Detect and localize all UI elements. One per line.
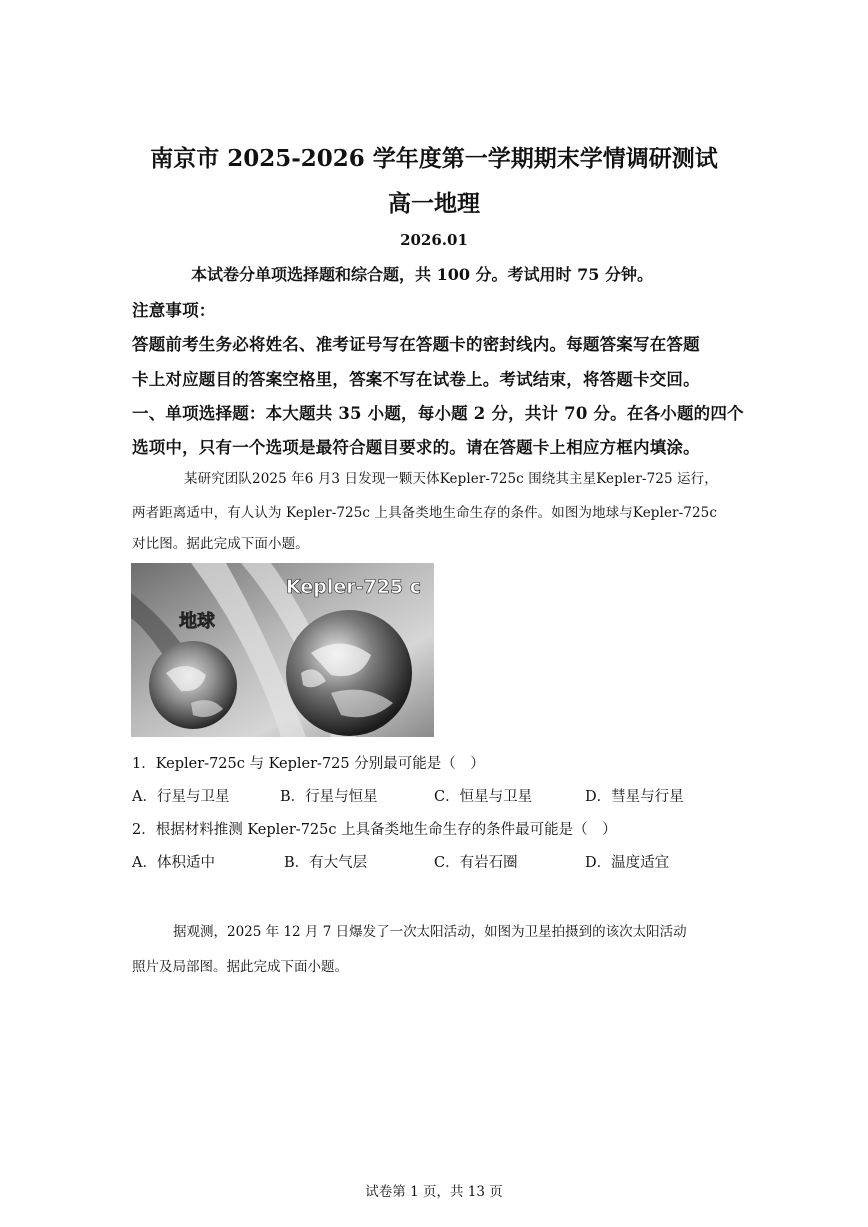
question-2-options [0, 851, 868, 871]
notice-line-1: 答题前考生务必将姓名、准考证号写在答题卡的密封线内。每题答案写在答题 [132, 335, 700, 354]
question-2-stem: 2．根据材料推测 Kepler-725c 上具备类地生命生存的条件最可能是（ ） [132, 822, 617, 838]
q1-option-b[interactable]: B．行星与恒星 [280, 789, 378, 805]
material2-line-2: 照片及局部图。据此完成下面小题。 [132, 959, 348, 975]
exam-date: 2026.01 [400, 231, 468, 249]
notice-line-2: 卡上对应题目的答案空格里，答案不写在试卷上。考试结束，将答题卡交回。 [132, 370, 700, 389]
notice-heading: 注意事项： [132, 301, 216, 320]
section1-line-2: 选项中，只有一个选项是最符合题目要求的。请在答题卡上相应方框内填涂。 [132, 438, 700, 457]
q2-option-b[interactable]: B．有大气层 [284, 855, 368, 871]
exam-intro: 本试卷分单项选择题和综合题，共 100 分。考试用时 75 分钟。 [191, 265, 653, 284]
page-footer: 试卷第 1 页，共 13 页 [365, 1184, 503, 1200]
earth-kepler-comparison-photo [131, 563, 434, 737]
q2-option-d[interactable]: D．温度适宜 [585, 855, 670, 871]
exam-title: 南京市 2025-2026 学年度第一学期期末学情调研测试 [150, 145, 718, 172]
kepler-label: Kepler-725 c [286, 576, 422, 598]
q1-option-d[interactable]: D．彗星与行星 [585, 789, 684, 805]
section1-line-1: 一、单项选择题：本大题共 35 小题，每小题 2 分，共计 70 分。在各小题的四个 [132, 404, 744, 423]
material2-line-1: 据观测，2025 年 12 月 7 日爆发了一次太阳活动，如图为卫星拍摄到的该次太阳活动 [173, 924, 687, 940]
exam-subject: 高一地理 [388, 190, 480, 217]
q2-option-c[interactable]: C．有岩石圈 [434, 855, 518, 871]
material1-line-3: 对比图。据此完成下面小题。 [132, 536, 309, 552]
q1-option-a[interactable]: A．行星与卫星 [132, 789, 230, 805]
earth-label: 地球 [179, 611, 215, 632]
question-1-stem: 1．Kepler-725c 与 Kepler-725 分别最可能是（ ） [132, 756, 485, 772]
material1-line-1: 某研究团队2025 年6 月3 日发现一颗天体Kepler-725c 围绕其主星Kepler-725 运行， [184, 471, 718, 487]
question-1-options [0, 785, 868, 805]
q2-option-a[interactable]: A．体积适中 [132, 855, 215, 871]
material1-line-2: 两者距离适中，有人认为 Kepler-725c 上具备类地生命生存的条件。如图为地球与Kepler-725c [132, 505, 717, 521]
q1-option-c[interactable]: C．恒星与卫星 [434, 789, 533, 805]
